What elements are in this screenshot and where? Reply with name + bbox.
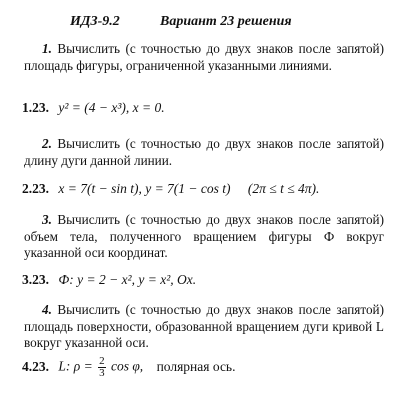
formula-4	[22, 356, 392, 379]
problem-1-number: 1.	[42, 41, 52, 56]
problem-4-text	[24, 302, 384, 352]
formula-2-range: (2π ≤ t ≤ 4π).	[247, 181, 320, 196]
problem-1-statement: Вычислить (с точностью до двух знаков после запятой) площадь фигуры, ограниченной указанными линиями.	[24, 41, 384, 73]
problem-3-text	[24, 212, 384, 262]
formula-3	[22, 271, 392, 289]
problem-4-number: 4.	[42, 302, 52, 317]
fraction	[98, 356, 106, 379]
problem-4-statement: Вычислить (с точностью до двух знаков после запятой) площадь поверхности, образованной вращением дуги кривой L вокруг указанной оси.	[24, 302, 384, 350]
formula-3-expression: Ф: y = 2 − x², y = x², Ox.	[58, 272, 197, 287]
formula-2-number: 2.23.	[22, 181, 49, 196]
variant-title: Вариант 23 решения	[160, 14, 292, 29]
formula-1	[22, 99, 392, 117]
fraction-denominator: 3	[99, 367, 105, 379]
formula-2	[22, 180, 392, 198]
problem-2-text	[24, 136, 384, 169]
fraction-numerator: 2	[99, 355, 105, 367]
formula-2-expression: x = 7(t − sin t), y = 7(1 − cos t)	[58, 181, 231, 196]
formula-4-number: 4.23.	[22, 358, 49, 374]
header	[0, 14, 400, 34]
problem-2-statement: Вычислить (с точностью до двух знаков после запятой) длину дуги данной линии.	[24, 136, 384, 168]
problem-3-statement: Вычислить (с точностью до двух знаков после запятой) объем тела, полученного вращением фигуры Ф вокруг указанной оси координат.	[24, 212, 384, 260]
formula-4-lhs: L: ρ =	[58, 358, 93, 374]
problem-2-number: 2.	[42, 136, 52, 151]
problem-3-number: 3.	[42, 212, 52, 227]
problem-1-text	[24, 41, 384, 74]
formula-4-axis: полярная ось.	[156, 358, 236, 374]
formula-4-cos: cos φ,	[110, 358, 144, 374]
formula-1-expression: y² = (4 − x³), x = 0.	[58, 100, 165, 115]
assignment-title: ИДЗ-9.2	[70, 14, 120, 29]
formula-3-number: 3.23.	[22, 272, 49, 287]
formula-1-number: 1.23.	[22, 100, 49, 115]
